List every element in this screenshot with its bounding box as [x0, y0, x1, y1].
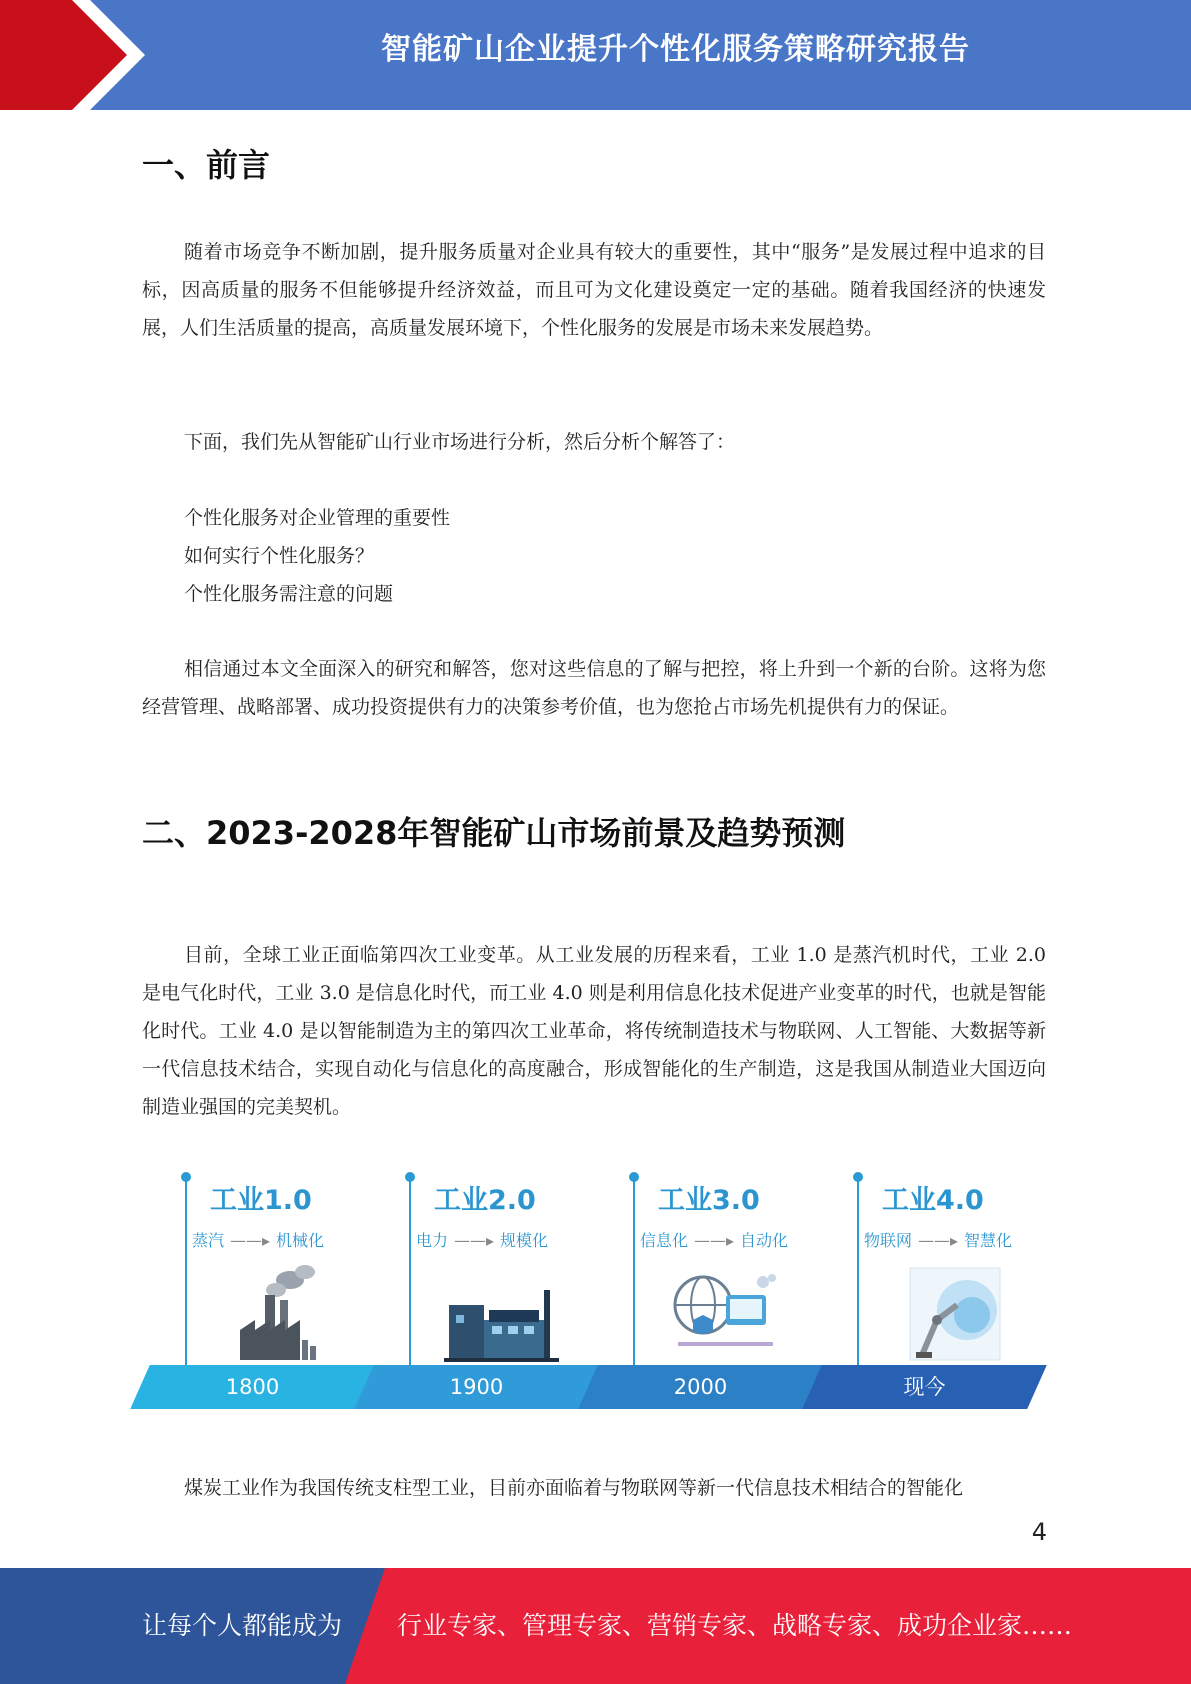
timeline-line: [409, 1178, 411, 1378]
timeline-title: 工业3.0: [658, 1185, 760, 1216]
timeline-item: [812, 1170, 1037, 1420]
footer-banner: [0, 1568, 1191, 1684]
timeline-year: 1800: [225, 1375, 280, 1399]
timeline-title: 工业2.0: [434, 1185, 536, 1216]
timeline-dot: [181, 1172, 191, 1182]
report-title: 智能矿山企业提升个性化服务策略研究报告: [381, 32, 970, 67]
timeline-year: 1900: [449, 1375, 504, 1399]
timeline-subtitle: 电力 ——▸ 规模化: [416, 1231, 549, 1250]
timeline-dot: [405, 1172, 415, 1182]
list-item: 如何实行个性化服务？: [184, 545, 375, 567]
topic-list: [184, 499, 450, 613]
computer-network-icon: [658, 1260, 788, 1365]
paragraph: 煤炭工业作为我国传统支柱型工业，目前亦面临着与物联网等新一代信息技术相结合的智能化: [184, 1477, 964, 1499]
timeline-title: 工业1.0: [210, 1185, 312, 1216]
chevron-arrow-icon: [0, 0, 150, 110]
industry-timeline: [140, 1170, 1050, 1420]
timeline-line: [185, 1178, 187, 1378]
timeline-subtitle: 信息化 ——▸ 自动化: [640, 1231, 789, 1250]
factory-icon: [210, 1260, 340, 1365]
footer-slogan-right: 行业专家、管理专家、营销专家、战略专家、成功企业家……: [397, 1611, 1073, 1640]
timeline-line: [633, 1178, 635, 1378]
paragraph: 目前，全球工业正面临第四次工业变革。从工业发展的历程来看，工业 1.0 是蒸汽机时代，工业 2.0 是电气化时代，工业 3.0 是信息化时代，而工业 4.0 则是利用信息化技术促进产业变革的时代，也就是智能化时代。工业 4.0 是以智能制造为主的第四次工业革命，将传统制造技术与物联网、人工智能、大数据等新一代信息技术结合，实现自动化与信息化的高度融合，形成智能化的生产制造，这是我国从制造业大国迈向制造业强国的完美契机。: [142, 944, 1046, 1118]
list-item: 个性化服务对企业管理的重要性: [184, 507, 451, 529]
timeline-line: [857, 1178, 859, 1378]
timeline-subtitle: 蒸汽 ——▸ 机械化: [192, 1231, 325, 1250]
industrial-plant-icon: [434, 1260, 564, 1365]
page-number: 4: [1031, 1518, 1047, 1546]
footer-slogan-left: 让每个人都能成为: [142, 1611, 343, 1640]
timeline-item: [140, 1170, 365, 1420]
paragraph: 下面，我们先从智能矿山行业市场进行分析，然后分析个解答了：: [184, 431, 736, 453]
timeline-item: [588, 1170, 813, 1420]
section-heading-forecast: 二、2023-2028年智能矿山市场前景及趋势预测: [142, 814, 846, 852]
header-bar: [0, 0, 1191, 110]
paragraph: 相信通过本文全面深入的研究和解答，您对这些信息的了解与把控，将上升到一个新的台阶。这将为您经营管理、战略部署、成功投资提供有力的决策参考价值，也为您抢占市场先机提供有力的保证。: [142, 658, 1046, 718]
list-item: 个性化服务需注意的问题: [184, 583, 394, 605]
timeline-subtitle: 物联网 ——▸ 智慧化: [864, 1231, 1013, 1250]
section-heading-preface: 一、前言: [142, 146, 271, 184]
timeline-year: 2000: [673, 1375, 728, 1399]
timeline-item: [364, 1170, 589, 1420]
timeline-dot: [629, 1172, 639, 1182]
timeline-title: 工业4.0: [882, 1185, 984, 1216]
robot-arm-icon: [882, 1260, 1012, 1365]
timeline-year: 现今: [903, 1375, 946, 1399]
timeline-dot: [853, 1172, 863, 1182]
paragraph: 随着市场竞争不断加剧，提升服务质量对企业具有较大的重要性，其中“服务”是发展过程中追求的目标，因高质量的服务不但能够提升经济效益，而且可为文化建设奠定一定的基础。随着我国经济的快速发展，人们生活质量的提高，高质量发展环境下，个性化服务的发展是市场未来发展趋势。: [142, 241, 1046, 339]
